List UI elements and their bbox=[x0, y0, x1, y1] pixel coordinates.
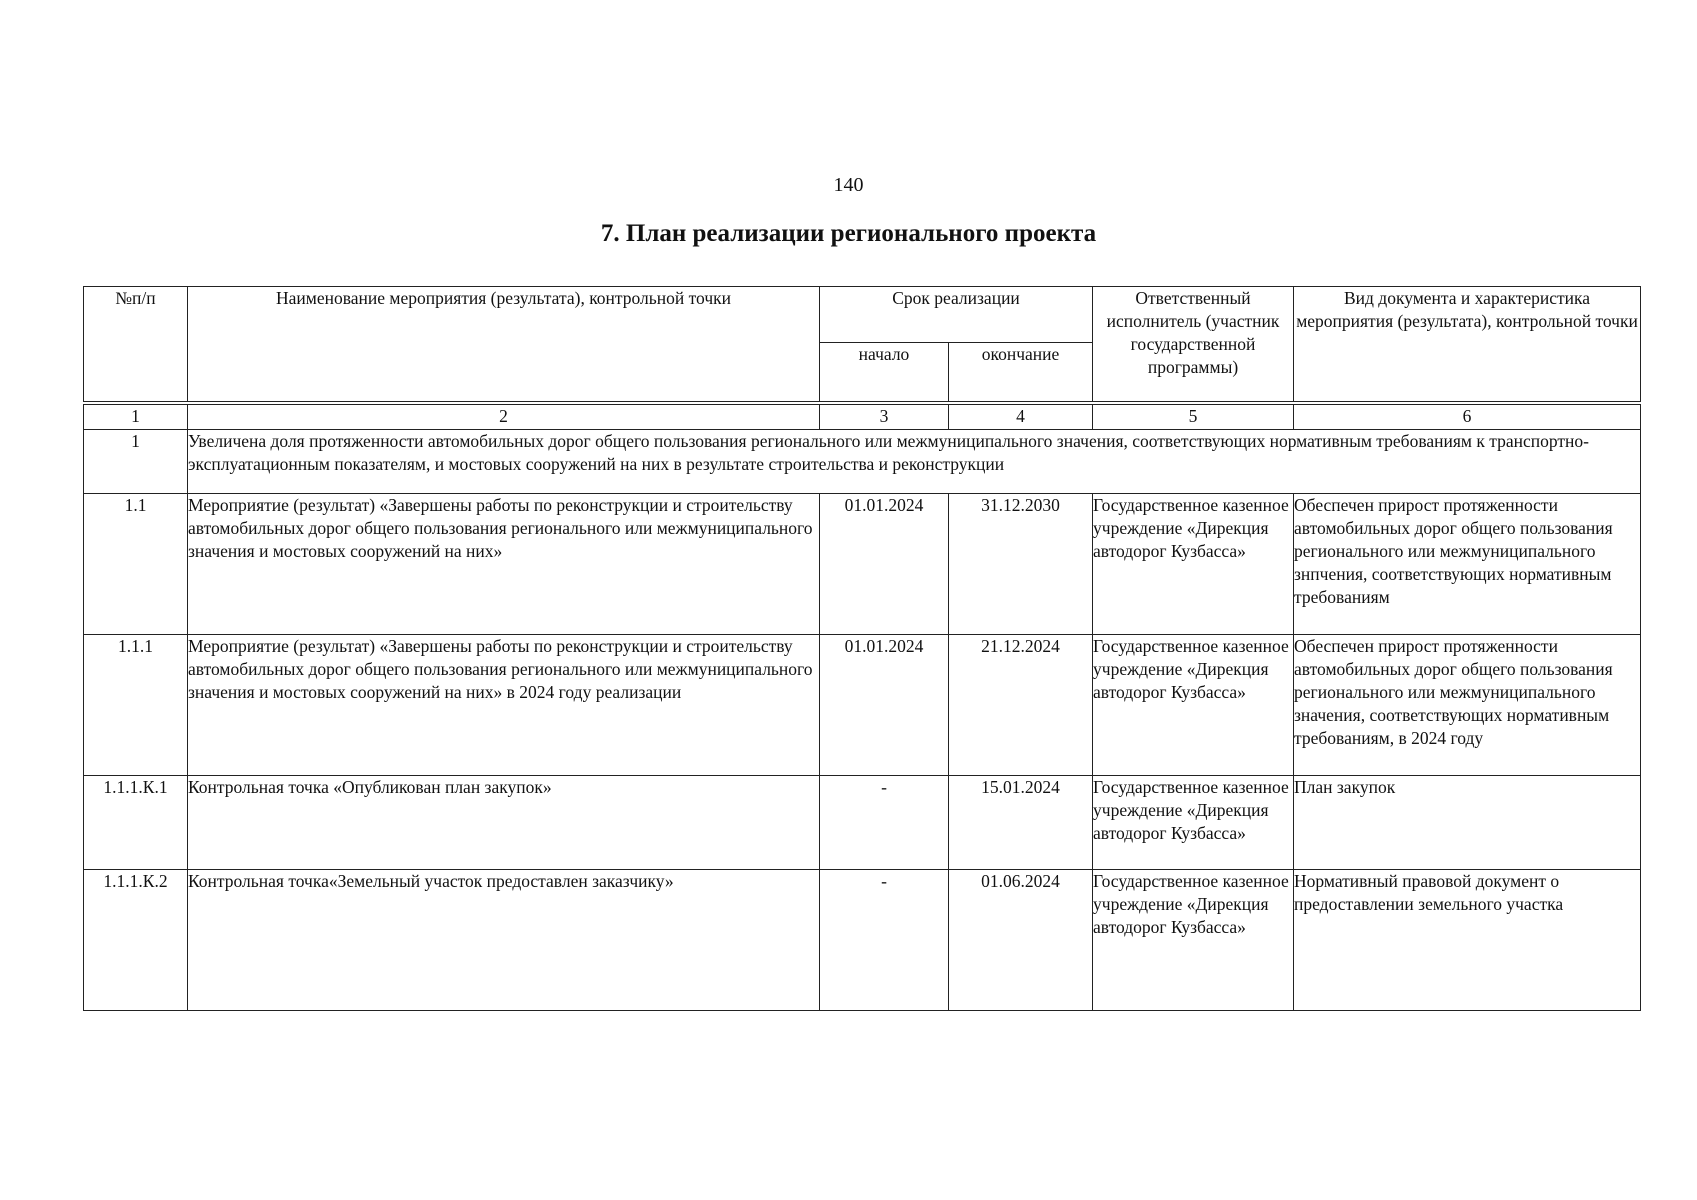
goal-text: Увеличена доля протяженности автомобильных дорог общего пользования регионального или межмуниципального значения, соответствующих нормативным требованиям к транспортно-эксплуатационным показателям, и мостовых сооружений на них в результате строительства и реконструкции bbox=[188, 429, 1641, 493]
header-period: Срок реализации bbox=[820, 287, 1093, 343]
implementation-plan-table bbox=[83, 286, 1641, 1011]
goal-num: 1 bbox=[84, 429, 188, 493]
row-start: - bbox=[820, 869, 949, 1010]
header-responsible: Ответственный исполнитель (участник государственной программы) bbox=[1093, 287, 1294, 403]
column-number: 4 bbox=[949, 403, 1093, 430]
row-doc: Нормативный правовой документ о предоставлении земельного участка bbox=[1294, 869, 1641, 1010]
header-end: окончание bbox=[949, 343, 1093, 403]
row-responsible: Государственное казенное учреждение «Дирекция автодорог Кузбасса» bbox=[1093, 775, 1294, 869]
header-start: начало bbox=[820, 343, 949, 403]
page-number: 140 bbox=[833, 174, 864, 196]
row-end: 21.12.2024 bbox=[949, 634, 1093, 775]
row-end: 15.01.2024 bbox=[949, 775, 1093, 869]
row-doc: Обеспечен прирост протяженности автомобильных дорог общего пользования регионального или межмуниципального знпчения, соответствующих нормативным требованиям bbox=[1294, 493, 1641, 634]
table-row bbox=[84, 775, 1641, 869]
row-start: 01.01.2024 bbox=[820, 493, 949, 634]
row-name: Мероприятие (результат) «Завершены работы по реконструкции и строительству автомобильных дорог общего пользования регионального или межмуниципального значения и мостовых сооружений на них» в 2024 году реализации bbox=[188, 634, 820, 775]
goal-row bbox=[84, 429, 1641, 493]
column-number-row bbox=[84, 403, 1641, 430]
row-responsible: Государственное казенное учреждение «Дирекция автодорог Кузбасса» bbox=[1093, 869, 1294, 1010]
header-num: №п/п bbox=[84, 287, 188, 403]
row-responsible: Государственное казенное учреждение «Дирекция автодорог Кузбасса» bbox=[1093, 493, 1294, 634]
page-title: 7. План реализации регионального проекта bbox=[600, 220, 1097, 247]
row-num: 1.1.1.К.1 bbox=[84, 775, 188, 869]
header-doc-type: Вид документа и характеристика мероприятия (результата), контрольной точки bbox=[1294, 287, 1641, 403]
table-row bbox=[84, 634, 1641, 775]
column-number: 6 bbox=[1294, 403, 1641, 430]
table-row bbox=[84, 493, 1641, 634]
row-num: 1.1.1 bbox=[84, 634, 188, 775]
row-name: Мероприятие (результат) «Завершены работы по реконструкции и строительству автомобильных дорог общего пользования регионального или межмуниципального значения и мостовых сооружений на них» bbox=[188, 493, 820, 634]
column-number: 5 bbox=[1093, 403, 1294, 430]
row-doc: Обеспечен прирост протяженности автомобильных дорог общего пользования регионального или межмуниципального значения, соответствующих нормативным требованиям, в 2024 году bbox=[1294, 634, 1641, 775]
row-start: 01.01.2024 bbox=[820, 634, 949, 775]
row-start: - bbox=[820, 775, 949, 869]
table-header-row bbox=[84, 287, 1641, 343]
table-row bbox=[84, 869, 1641, 1010]
row-name: Контрольная точка«Земельный участок предоставлен заказчику» bbox=[188, 869, 820, 1010]
column-number: 1 bbox=[84, 403, 188, 430]
row-responsible: Государственное казенное учреждение «Дирекция автодорог Кузбасса» bbox=[1093, 634, 1294, 775]
row-end: 01.06.2024 bbox=[949, 869, 1093, 1010]
row-num: 1.1.1.К.2 bbox=[84, 869, 188, 1010]
column-number: 2 bbox=[188, 403, 820, 430]
row-doc: План закупок bbox=[1294, 775, 1641, 869]
header-name: Наименование мероприятия (результата), контрольной точки bbox=[188, 287, 820, 403]
row-end: 31.12.2030 bbox=[949, 493, 1093, 634]
row-num: 1.1 bbox=[84, 493, 188, 634]
column-number: 3 bbox=[820, 403, 949, 430]
row-name: Контрольная точка «Опубликован план закупок» bbox=[188, 775, 820, 869]
